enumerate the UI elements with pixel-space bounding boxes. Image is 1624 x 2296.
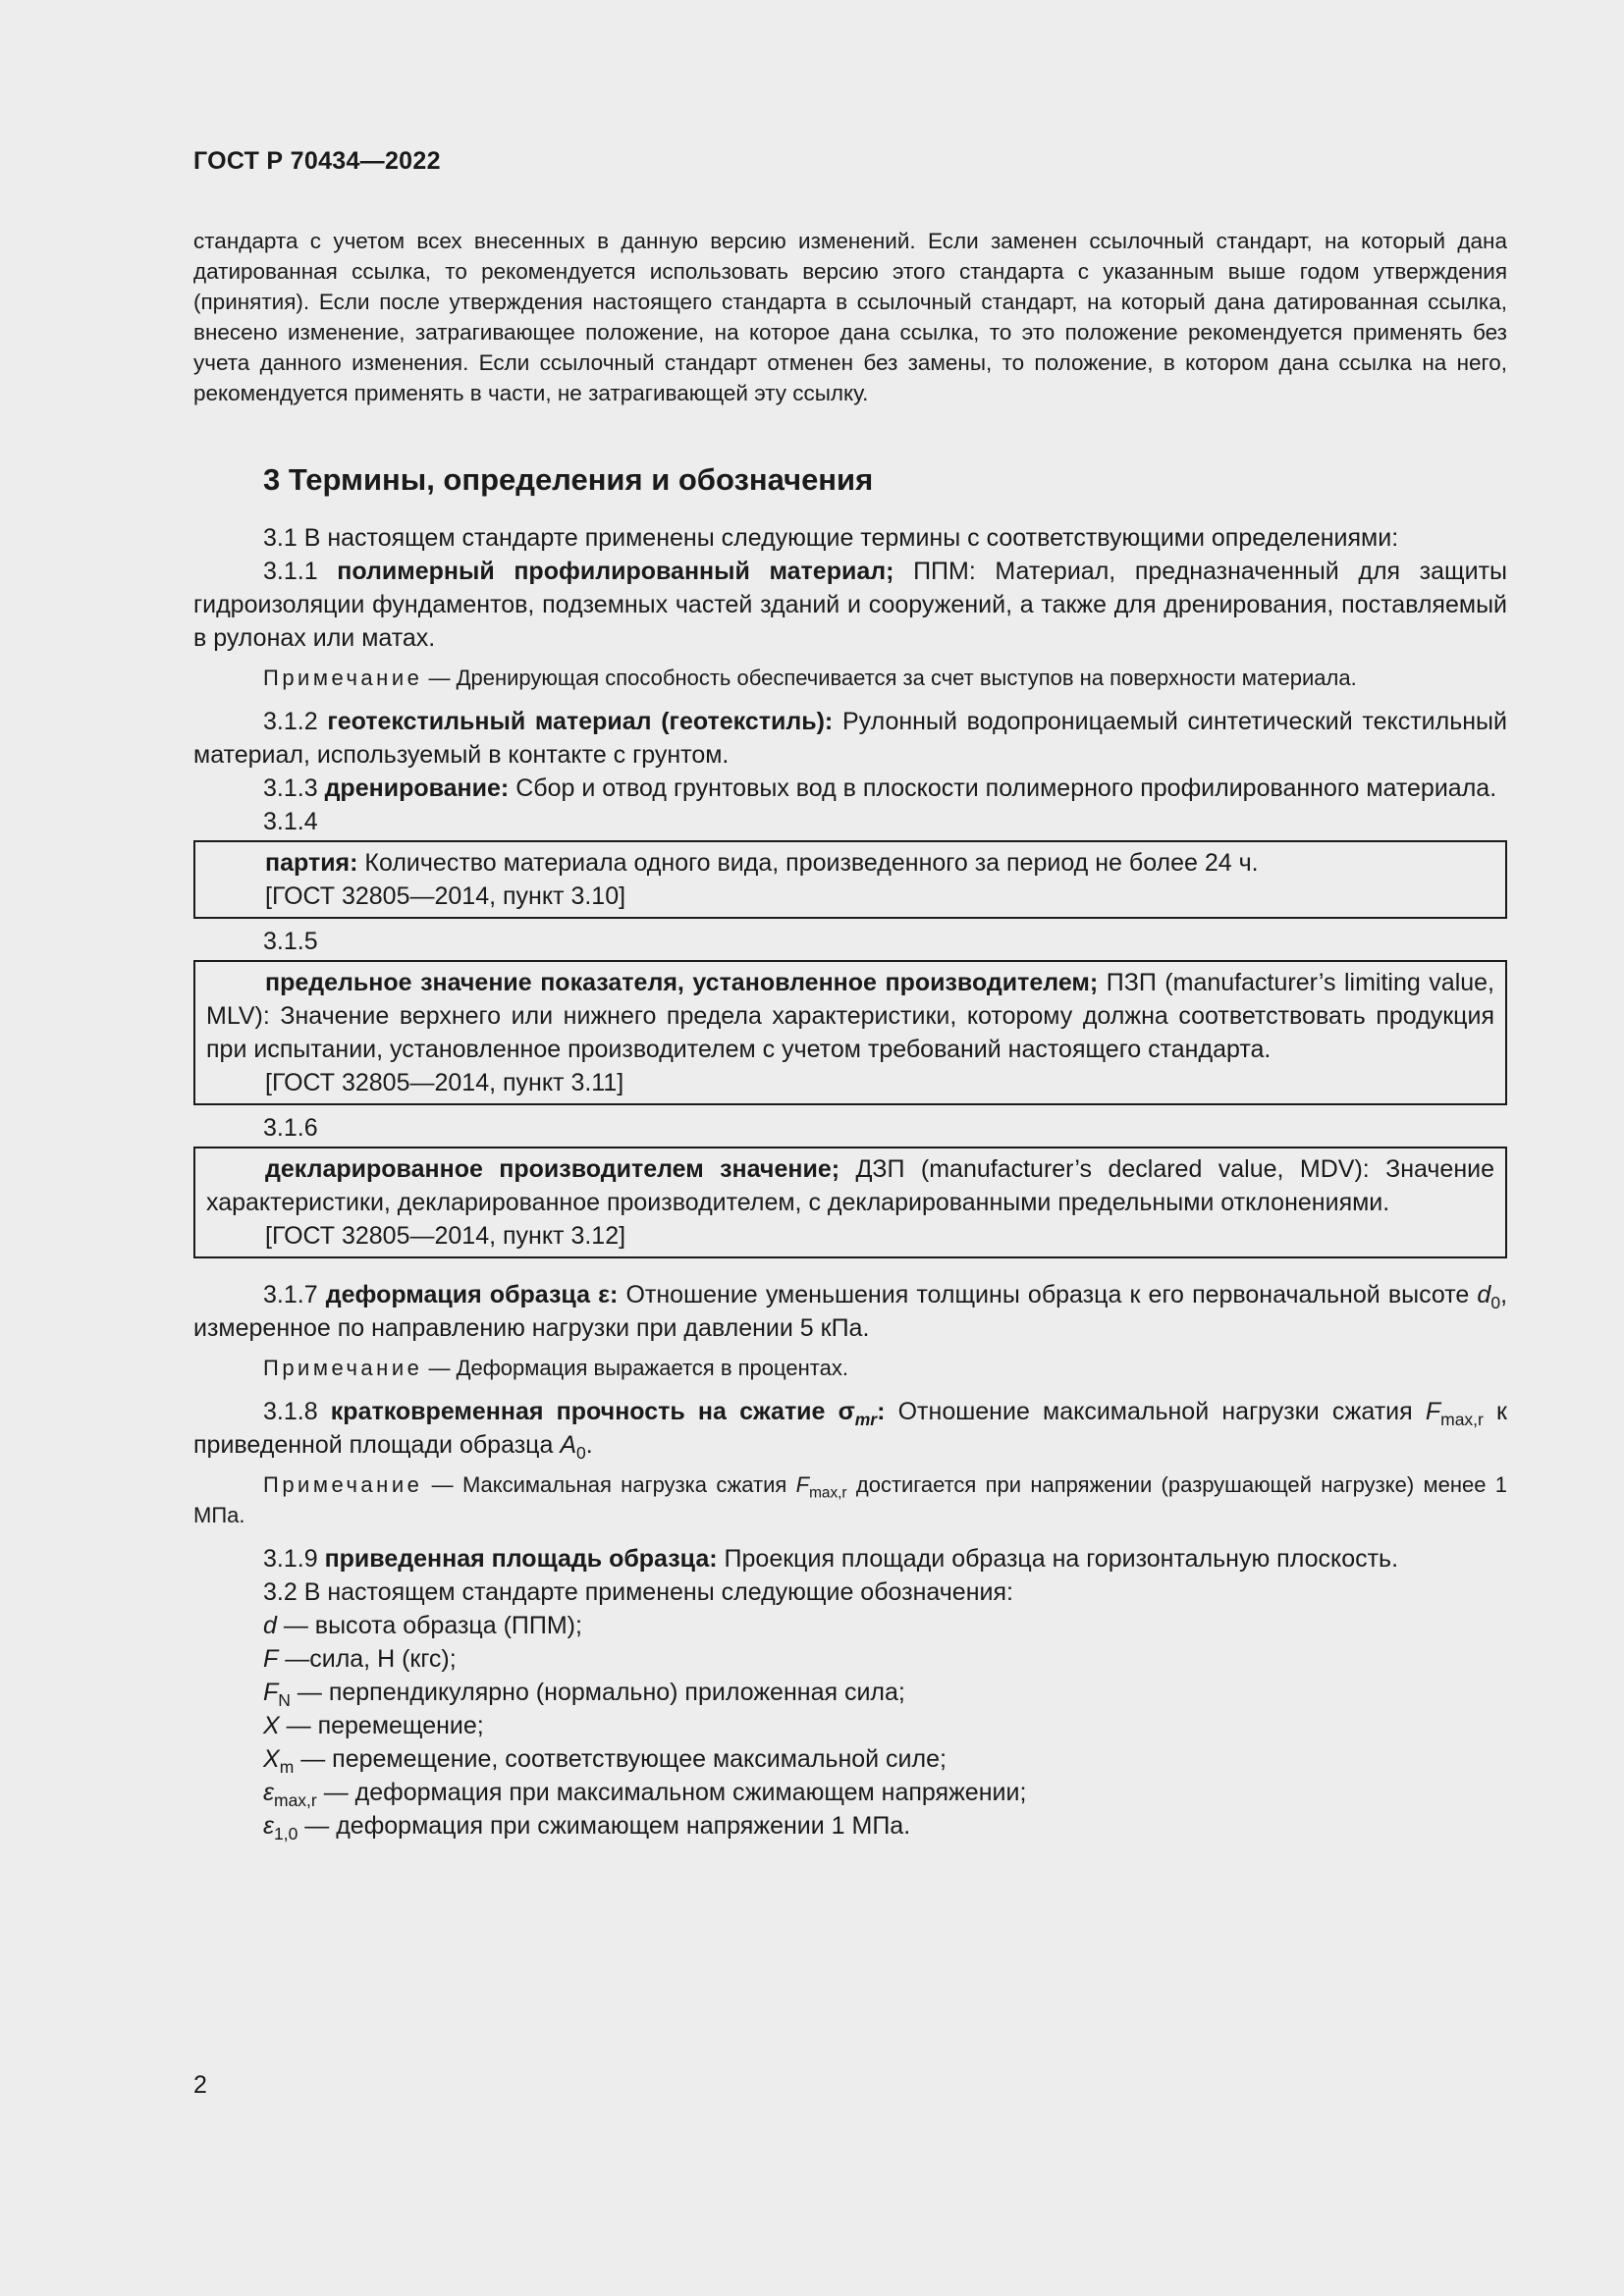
term-3-1-2: 3.1.2 геотекстильный материал (геотекстиль): Рулонный водопроницаемый синтетический текстильный материал, используемый в контакте с грунтом. xyxy=(193,708,1507,769)
term-3-1-4-box xyxy=(193,840,1507,919)
symbol-item: $F_N$ — перпендикулярно (нормально) приложенная сила; xyxy=(263,1679,905,1710)
symbol-item: F —сила, Н (кгс); xyxy=(263,1645,457,1673)
term-3-1-6: декларированное производителем значение; ДЗП (manufacturer’s declared value, MDV): Значение характеристики, декларированное производителем, с декларированными предельными отклонениями. xyxy=(206,1155,1494,1216)
term-3-1-5-source: [ГОСТ 32805—2014, пункт 3.11] xyxy=(265,1069,624,1096)
term-3-1-7: 3.1.7 деформация образца ε: Отношение уменьшения толщины образца к его первоначальной высоте $d_0$, измеренное по направлению нагрузки при давлении 5 кПа. xyxy=(193,1281,1508,1342)
paragraph-3-2: 3.2 В настоящем стандарте применены следующие обозначения: xyxy=(263,1578,1013,1606)
main-content xyxy=(193,456,1507,1842)
symbol-item: X — перемещение; xyxy=(263,1712,484,1739)
document-header: ГОСТ Р 70434—2022 xyxy=(193,147,441,175)
page-number: 2 xyxy=(193,2071,207,2099)
paragraph-3-1: 3.1 В настоящем стандарте применены следующие термины с соответствующими определениями: xyxy=(263,524,1399,552)
term-3-1-5: предельное значение показателя, установленное производителем; ПЗП (manufacturer’s limiting value, MLV): Значение верхнего или нижнего предела характеристики, которому должна соответствовать продукция при испытании, установленное производителем с учетом требований настоящего стандарта. xyxy=(206,969,1494,1063)
intro-paragraph: стандарта с учетом всех внесенных в данную версию изменений. Если заменен ссылочный стандарт, на который дана датированная ссылка, то рекомендуется использовать версию этого стандарта с указанным выше годом утверждения (принятия). Если после утверждения настоящего стандарта в ссылочный стандарт, на который дана датированная ссылка, внесено изменение, затрагивающее положение, на которое дана ссылка, то это положение рекомендуется применять без учета данного изменения. Если ссылочный стандарт отменен без замены, то положение, в котором дана ссылка на него, рекомендуется применять в части, не затрагивающей эту ссылку. xyxy=(193,229,1507,405)
term-3-1-4-number: 3.1.4 xyxy=(263,808,318,835)
term-3-1-1: 3.1.1 полимерный профилированный материал; ППМ: Материал, предназначенный для защиты гидроизоляции фундаментов, подземных частей зданий и сооружений, а также для дренирования, поставляемый в рулонах или матах. xyxy=(193,558,1508,652)
term-3-1-9: 3.1.9 приведенная площадь образца: Проекция площади образца на горизонтальную плоскость. xyxy=(263,1545,1399,1573)
term-3-1-4: партия: Количество материала одного вида, произведенного за период не более 24 ч. xyxy=(265,849,1259,877)
term-3-1-6-number: 3.1.6 xyxy=(263,1114,318,1142)
term-3-1-6-box xyxy=(193,1147,1507,1258)
section-title: 3 Термины, определения и обозначения xyxy=(263,462,874,497)
term-3-1-4-source: [ГОСТ 32805—2014, пункт 3.10] xyxy=(265,882,626,910)
symbol-item: $\varepsilon_{max,r}$ — деформация при максимальном сжимающем напряжении; xyxy=(263,1779,1027,1810)
note-3-1-7: Примечание — Деформация выражается в процентах. xyxy=(263,1356,848,1380)
note-3-1-1: Примечание — Дренирующая способность обеспечивается за счет выступов на поверхности материала. xyxy=(263,666,1357,690)
term-3-1-8: 3.1.8 кратковременная прочность на сжатие $\sigma_{mr}$: Отношение максимальной нагрузки сжатия $F_{max,r}$ к приведенной площади образца $A_0$. xyxy=(193,1398,1507,1463)
note-3-1-8: Примечание — Максимальная нагрузка сжатия $F_{max,r}$ достигается при напряжении (разрушающей нагрузке) менее 1 МПа. xyxy=(193,1472,1507,1527)
term-3-1-5-number: 3.1.5 xyxy=(263,928,318,955)
symbol-item: d — высота образца (ППМ); xyxy=(263,1612,582,1639)
term-3-1-6-source: [ГОСТ 32805—2014, пункт 3.12] xyxy=(265,1222,626,1250)
term-3-1-3: 3.1.3 дренирование: Сбор и отвод грунтовых вод в плоскости полимерного профилированного материала. xyxy=(263,774,1497,802)
symbols-list xyxy=(193,1609,1507,1842)
symbol-item: $X_m$ — перемещение, соответствующее максимальной силе; xyxy=(263,1745,947,1777)
term-3-1-5-box xyxy=(193,960,1507,1105)
symbol-item: $\varepsilon_{1,0}$ — деформация при сжимающем напряжении 1 МПа. xyxy=(263,1812,911,1843)
